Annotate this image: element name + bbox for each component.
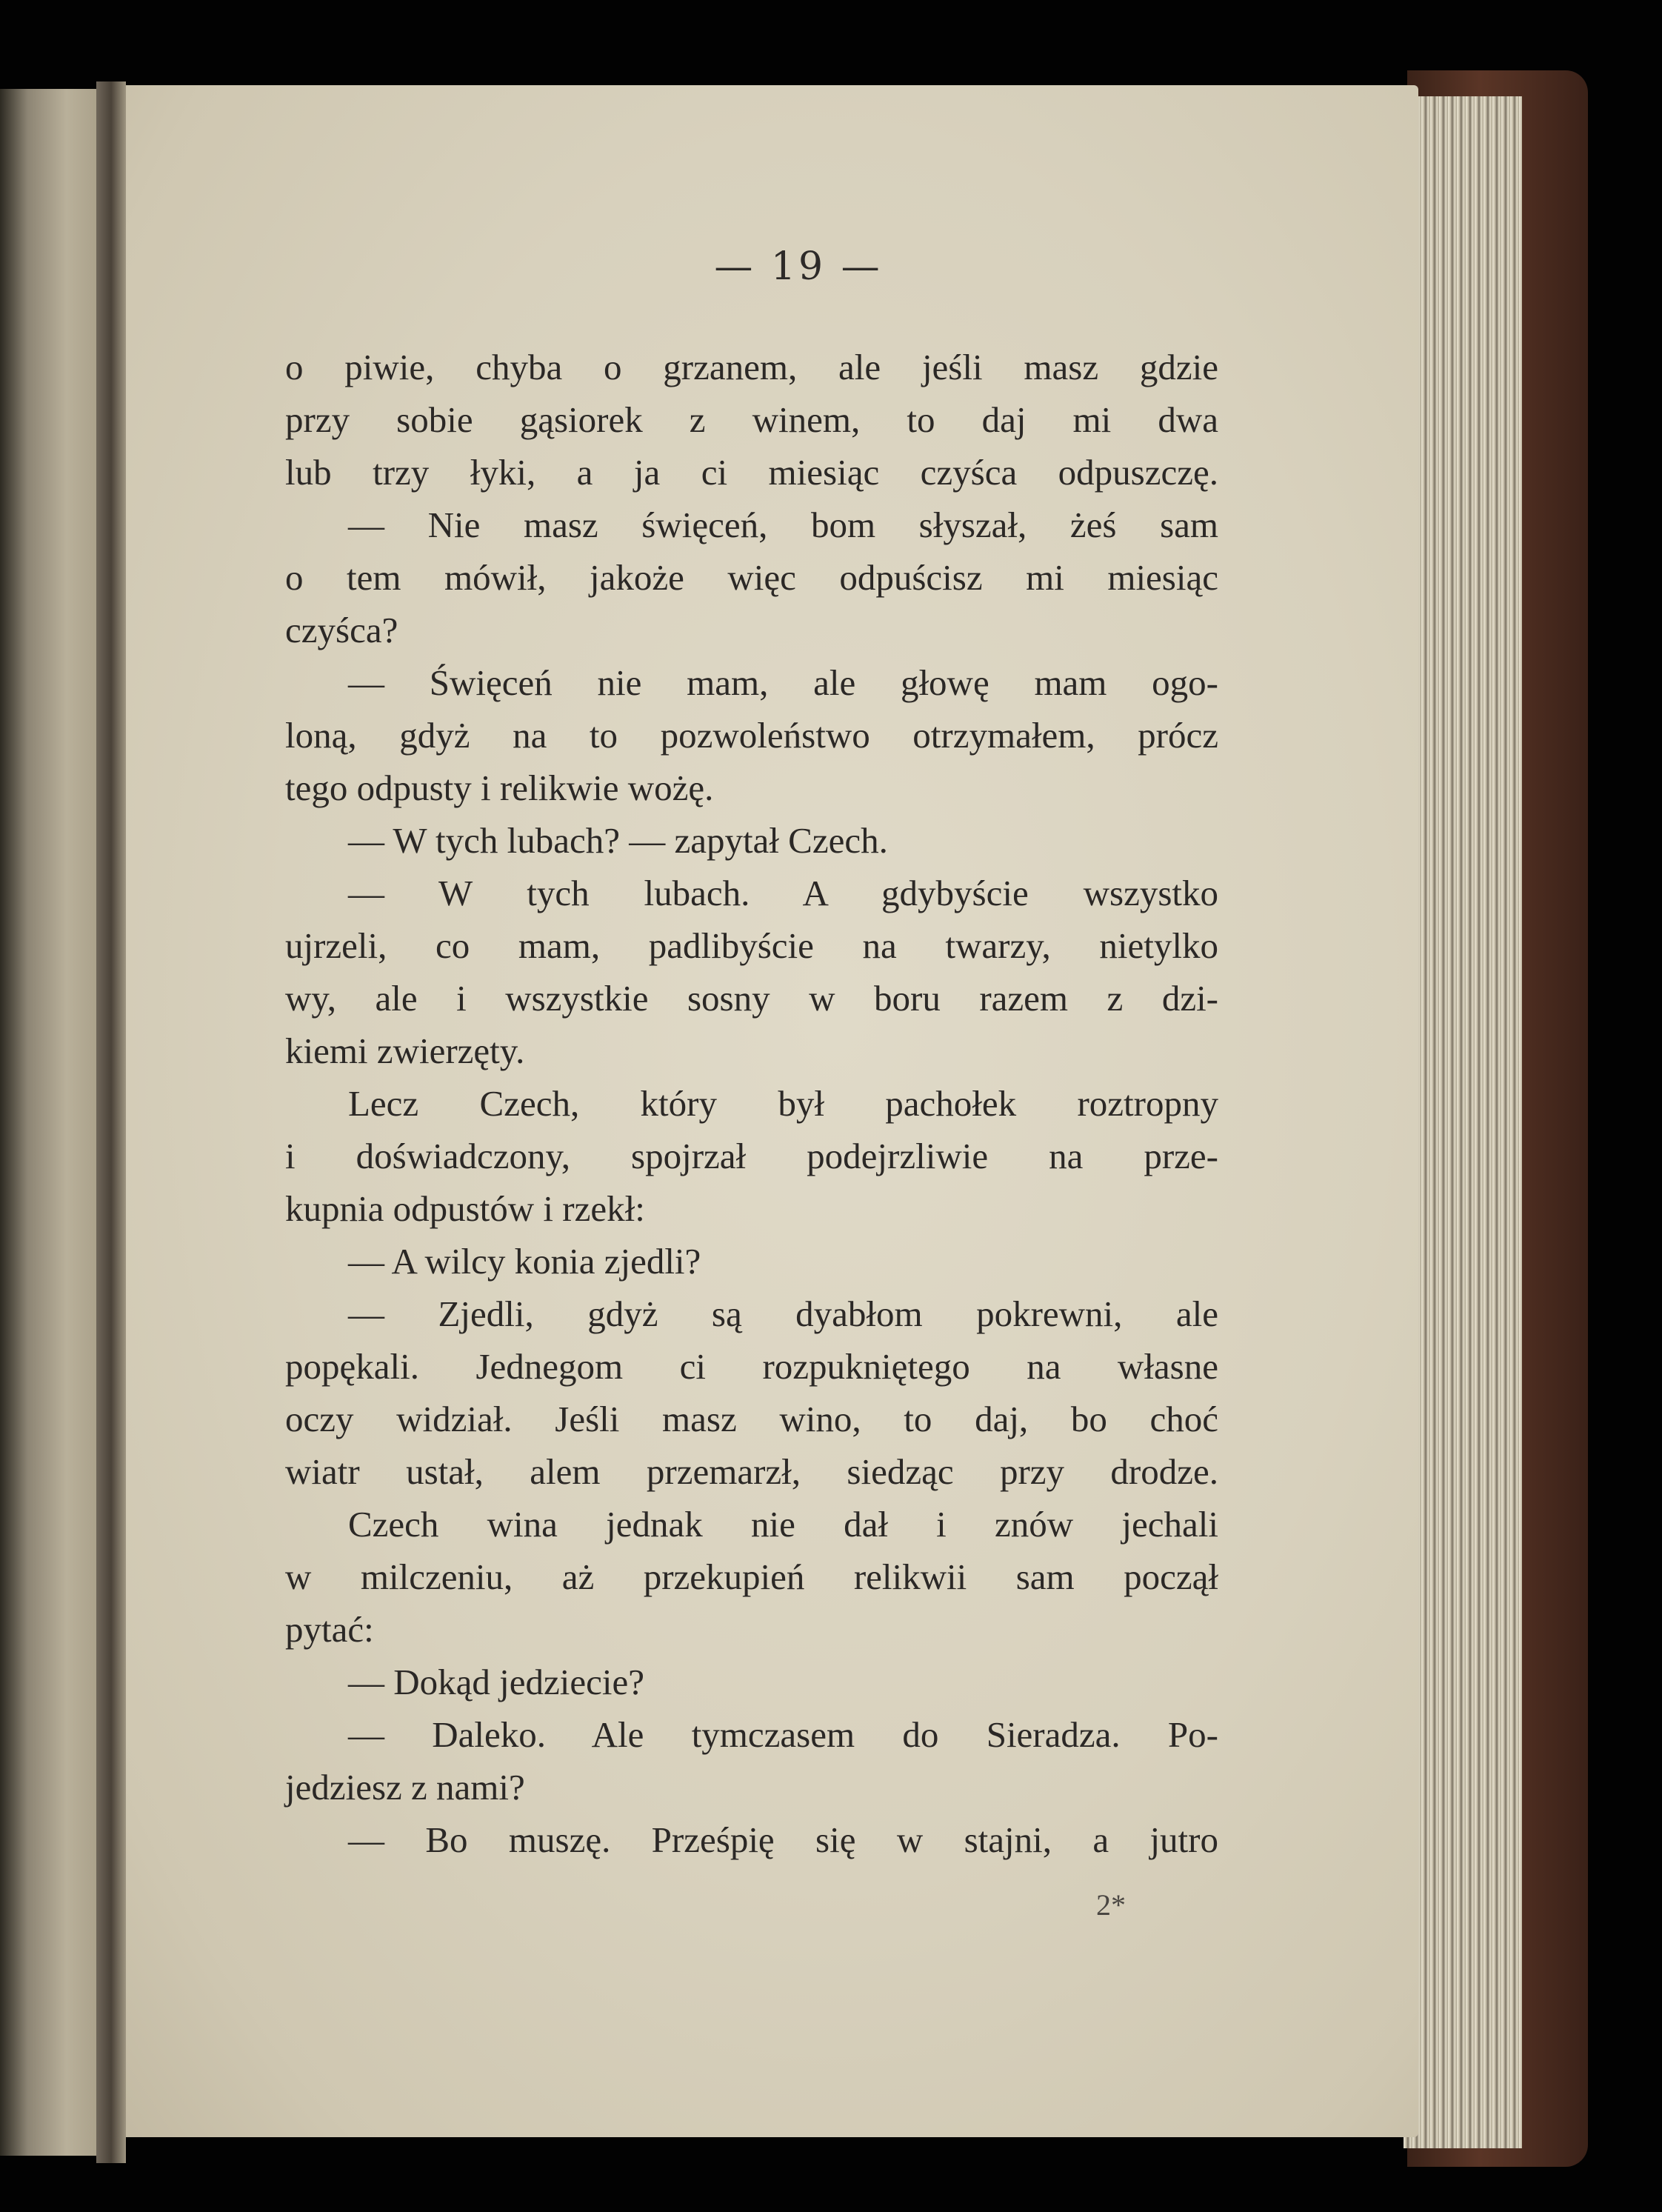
text-line: Lecz Czech, który był pachołek roztropny [348,1083,1218,1124]
text-line: — Nie masz święceń, bom słyszał, żeś sam [348,504,1218,545]
text-line: wy, ale i wszystkie sosny w boru razem z dzi- [285,978,1218,1019]
text-line: kiemi zwierzęty. [285,1030,525,1071]
text-line: czyśca? [285,610,398,650]
text-line: — Bo muszę. Prześpię się w stajni, a jutro [348,1819,1218,1860]
text-line: — Święceń nie mam, ale głowę mam ogo- [348,662,1218,703]
text-line: kupnia odpustów i rzekł: [285,1188,645,1229]
text-line: — W tych lubach. A gdybyście wszystko [348,873,1218,913]
text-line: — Dokąd jedziecie? [348,1662,644,1702]
text-line: i doświadczony, spojrzał podejrzliwie na prze- [285,1136,1218,1176]
text-line: — W tych lubach? — zapytał Czech. [348,820,888,861]
text-line: w milczeniu, aż przekupień relikwii sam począł [285,1556,1218,1597]
text-line: loną, gdyż na to pozwoleństwo otrzymałem, prócz [285,715,1218,756]
text-line: popękali. Jednegom ci rozpukniętego na własne [285,1346,1218,1387]
text-line: tego odpusty i relikwie wożę. [285,767,714,808]
text-line: Czech wina jednak nie dał i znów jechali [348,1504,1218,1545]
text-line: oczy widział. Jeśli masz wino, to daj, bo choć [285,1399,1218,1439]
text-line: jedziesz z nami? [285,1767,525,1808]
body-text [285,341,1218,1866]
signature-mark: 2* [1096,1888,1126,1922]
text-line: przy sobie gąsiorek z winem, to daj mi dwa [285,399,1218,440]
book-gutter [96,81,126,2163]
text-line: lub trzy łyki, a ja ci miesiąc czyśca odpuszczę. [285,452,1218,493]
text-line: ujrzeli, co mam, padlibyście na twarzy, nietylko [285,925,1218,966]
text-line: o tem mówił, jakoże więc odpuścisz mi miesiąc [285,557,1218,598]
page-number: — 19 — [714,244,883,289]
text-line: o piwie, chyba o grzanem, ale jeśli masz gdzie [285,347,1218,387]
left-page-edge [0,89,111,2156]
text-line: — A wilcy konia zjedli? [348,1241,701,1282]
text-line: wiatr ustał, alem przemarzł, siedząc przy drodze. [285,1451,1218,1492]
text-line: — Daleko. Ale tymczasem do Sieradza. Po- [348,1714,1218,1755]
page-edges [1404,96,1522,2148]
text-line: pytać: [285,1609,374,1650]
text-line: — Zjedli, gdyż są dyabłom pokrewni, ale [348,1293,1218,1334]
